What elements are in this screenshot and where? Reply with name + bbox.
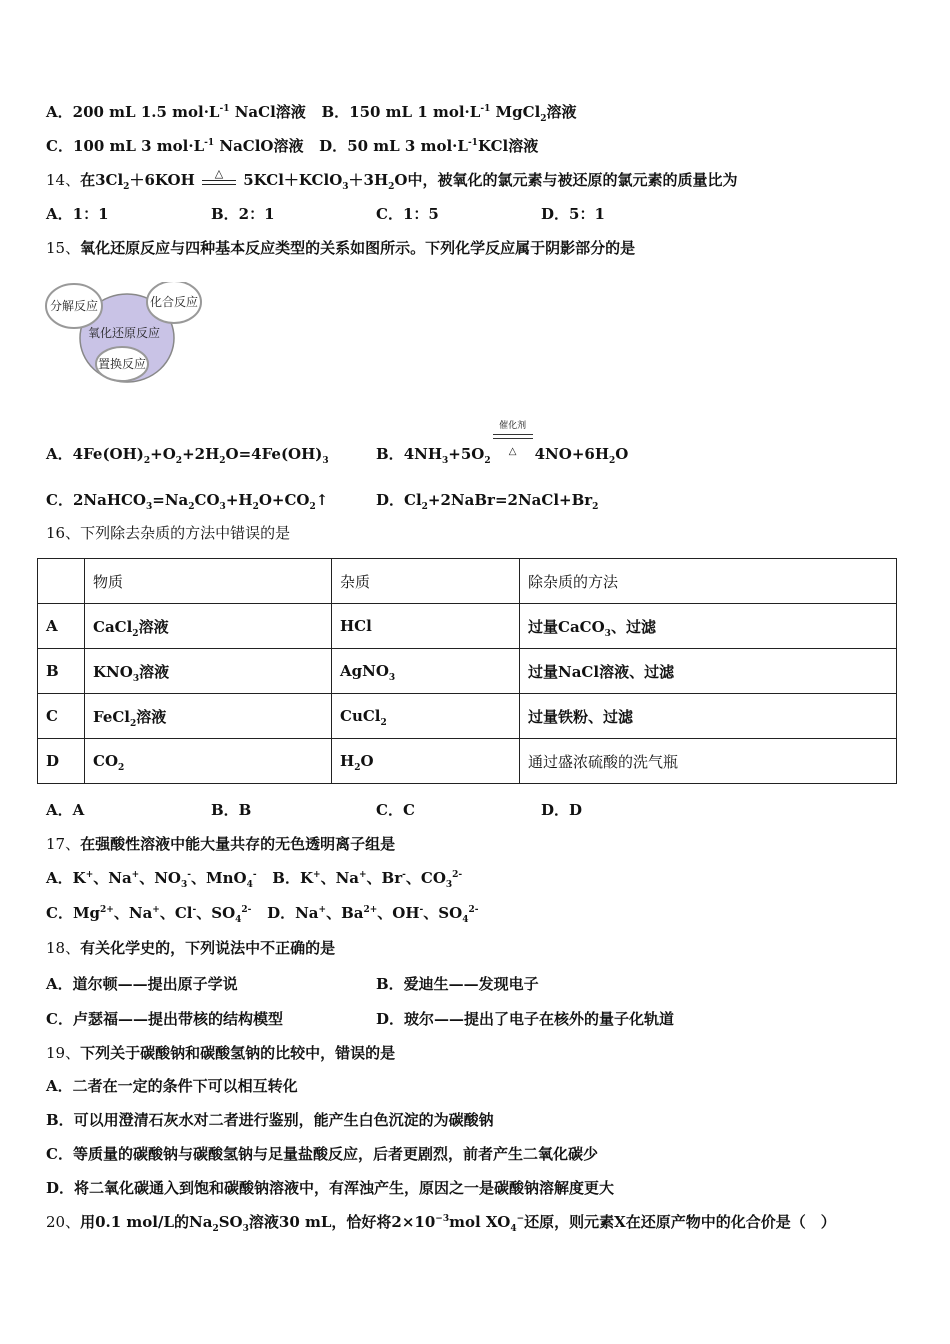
impurity-cell: $H_2O$	[332, 739, 520, 784]
q18-option-b: B．爱迪生——发现电子	[376, 975, 539, 993]
table-row	[38, 739, 897, 784]
impurity-cell: AgNO$_3$	[332, 649, 520, 694]
table-row	[38, 694, 897, 739]
q18-stem: 18、有关化学史的，下列说法中不正确的是	[46, 939, 336, 957]
row-key: D	[38, 739, 85, 784]
q14-option-d: D．5：1	[541, 205, 605, 223]
q14-option-c: C．1：5	[376, 205, 439, 223]
method-cell: 通过盛浓硫酸的洗气瓶	[520, 739, 897, 784]
q15-option-b: B．$4NH_3+5O_2$ 催化剂 △ $4NO+6H_2O$	[376, 421, 629, 466]
q15-option-a: A．$4Fe(OH)_2+O_2+2H_2O=4Fe(OH)_3$	[46, 445, 329, 466]
displacement-label: 置换反应	[97, 357, 147, 371]
header-cell: 物质	[85, 559, 332, 604]
q15-stem: 15、氧化还原反应与四种基本反应类型的关系如图所示。下列化学反应属于阴影部分的是	[46, 239, 636, 257]
row-key: B	[38, 649, 85, 694]
q16-option-a: A．A	[46, 801, 85, 819]
q16-option-b: B．B	[211, 801, 252, 819]
q19-option-c: C．等质量的碳酸钠与碳酸氢钠与足量盐酸反应，后者更剧烈，前者产生二氧化碳少	[46, 1145, 598, 1163]
q19-option-b: B．可以用澄清石灰水对二者进行鉴别，能产生白色沉淀的为碳酸钠	[46, 1111, 494, 1129]
q16-stem: 16、下列除去杂质的方法中错误的是	[46, 524, 291, 542]
impurity-removal-table	[37, 558, 897, 784]
q18-option-c: C．卢瑟福——提出带核的结构模型	[46, 1010, 283, 1028]
impurity-cell: CuCl$_2$	[332, 694, 520, 739]
catalyst-condition-arrow: 催化剂 △	[491, 444, 535, 464]
substance-cell: FeCl$_2$溶液	[85, 694, 332, 739]
impurity-cell: HCl	[332, 604, 520, 649]
q17-option-row-2: C．$Mg^{2+}$、Na+、Cl-、$SO_4^{2-}$ D．Na+、$Ba^{2+}$、OH-、$SO_4^{2-}$	[46, 904, 479, 925]
table-row	[38, 649, 897, 694]
table-row	[38, 604, 897, 649]
row-key: C	[38, 694, 85, 739]
combination-label: 化合反应	[149, 295, 199, 309]
q18-option-a: A．道尔顿——提出原子学说	[46, 975, 238, 993]
q16-option-d: D．D	[541, 801, 583, 819]
q14-option-a: A．1：1	[46, 205, 109, 223]
table-header-row	[38, 559, 897, 604]
decomposition-label: 分解反应	[49, 299, 99, 313]
row-key: A	[38, 604, 85, 649]
method-cell: 过量铁粉、过滤	[520, 694, 897, 739]
q14-stem: 14、在$3Cl_2+6KOH$ △ $5KCl+KClO_3+3H_2O$中，被氧化的氯元素与被还原的氯元素的质量比为	[46, 167, 738, 192]
header-cell: 除杂质的方法	[520, 559, 897, 604]
q13-option-row-2: C．100 mL 3 $mol\cdot L^{-1}$ NaClO溶液 D．50 mL 3 $mol\cdot L^{-1}KCl$溶液	[46, 137, 539, 155]
redox-label: 氧化还原反应	[87, 326, 161, 340]
q20-stem: 20、用0.1 mol/L的$Na_2SO_3$溶液30 mL，恰好将$2\times 10^{-3}mol$ $XO_4^-$还原，则元素X在还原产物中的化合价是（ ）	[46, 1213, 836, 1234]
q17-stem: 17、在强酸性溶液中能大量共存的无色透明离子组是	[46, 835, 396, 853]
q19-stem: 19、下列关于碳酸钠和碳酸氢钠的比较中，错误的是	[46, 1044, 396, 1062]
header-cell: 杂质	[332, 559, 520, 604]
header-cell	[38, 559, 85, 604]
substance-cell: $KNO_3$溶液	[85, 649, 332, 694]
q16-option-c: C．C	[376, 801, 415, 819]
q18-option-d: D．玻尔——提出了电子在核外的量子化轨道	[376, 1010, 675, 1028]
q19-option-d: D．将二氧化碳通入到饱和碳酸钠溶液中，有浑浊产生，原因之一是碳酸钠溶解度更大	[46, 1179, 615, 1197]
reaction-type-venn-diagram	[44, 282, 204, 390]
substance-cell: CaCl$_2$溶液	[85, 604, 332, 649]
substance-cell: $CO_2$	[85, 739, 332, 784]
heat-condition-arrow: △	[200, 170, 238, 190]
q15-option-d: D．$Cl_2+2NaBr=2NaCl+Br_2$	[376, 491, 599, 512]
q17-option-row-1: A．K+、Na+、$NO_3^-$、MnO$_4$- B．K+、Na+、Br-、$CO_3^{2-}$	[46, 869, 463, 890]
method-cell: 过量CaCO$_3$、过滤	[520, 604, 897, 649]
q19-option-a: A．二者在一定的条件下可以相互转化	[46, 1077, 298, 1095]
q14-option-b: B．2：1	[211, 205, 275, 223]
q13-option-row-1: A．200 mL 1.5 $mol\cdot L^{-1}$ NaCl溶液 B．150 mL 1 $mol\cdot L^{-1}$ MgCl$_2$溶液	[46, 103, 577, 124]
method-cell: 过量NaCl溶液、过滤	[520, 649, 897, 694]
q15-option-c: C．$2NaHCO_3=Na_2CO_3+H_2O+CO_2↑$	[46, 491, 329, 512]
